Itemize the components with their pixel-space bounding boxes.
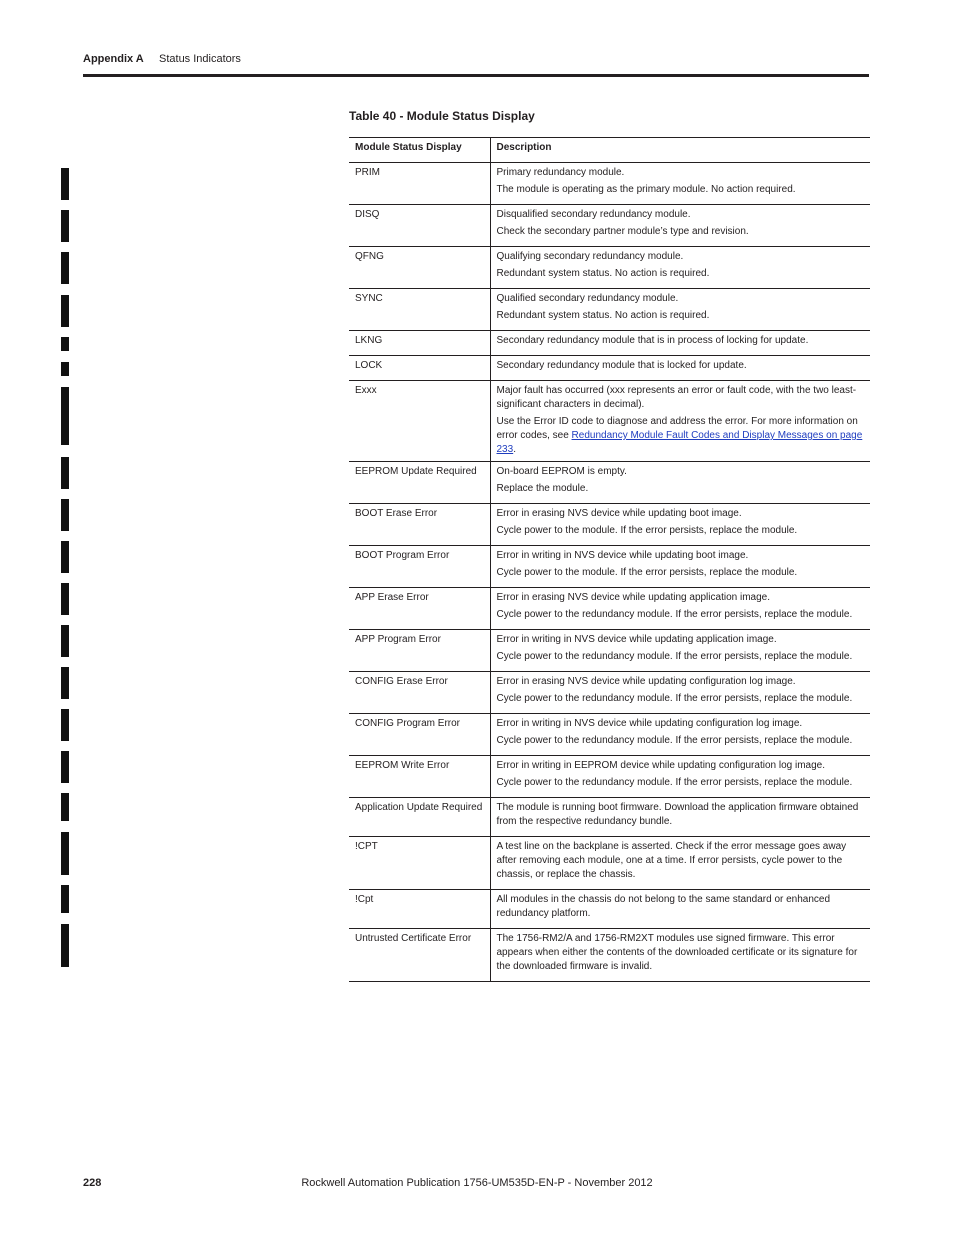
- status-code: APP Program Error: [349, 630, 490, 672]
- status-description: The 1756-RM2/A and 1756-RM2XT modules use signed firmware. This error appears when either the contents of the downloaded certificate or its signature for the downloaded firmware is invalid.: [490, 929, 870, 982]
- status-code: DISQ: [349, 205, 490, 247]
- status-description: Error in erasing NVS device while updating application image. Cycle power to the redundancy module. If the error persists, replace the module.: [490, 588, 870, 630]
- status-description: Primary redundancy module. The module is operating as the primary module. No action required.: [490, 163, 870, 205]
- status-description: Error in writing in NVS device while updating application image. Cycle power to the redundancy module. If the error persists, replace the module.: [490, 630, 870, 672]
- table-row: [349, 381, 870, 462]
- table-row: [349, 890, 870, 929]
- change-bar: [61, 337, 69, 351]
- status-description: Disqualified secondary redundancy module. Check the secondary partner module’s type and revision.: [490, 205, 870, 247]
- change-bar: [61, 793, 69, 821]
- status-code: Untrusted Certificate Error: [349, 929, 490, 982]
- change-bar: [61, 832, 69, 875]
- status-description: The module is running boot firmware. Download the application firmware obtained from the respective redundancy bundle.: [490, 798, 870, 837]
- change-bar: [61, 583, 69, 615]
- change-bar: [61, 885, 69, 913]
- status-description: All modules in the chassis do not belong to the same standard or enhanced redundancy platform.: [490, 890, 870, 929]
- table-row: [349, 798, 870, 837]
- publication-footer: Rockwell Automation Publication 1756-UM535D-EN-P - November 2012: [301, 1177, 653, 1189]
- table-row: [349, 289, 870, 331]
- status-description: Error in erasing NVS device while updating configuration log image. Cycle power to the redundancy module. If the error persists, replace the module.: [490, 672, 870, 714]
- module-status-table: [349, 137, 870, 982]
- status-code: CONFIG Erase Error: [349, 672, 490, 714]
- table-row: [349, 714, 870, 756]
- status-code: BOOT Program Error: [349, 546, 490, 588]
- table-row: [349, 929, 870, 982]
- change-bar: [61, 362, 69, 376]
- status-code: BOOT Erase Error: [349, 504, 490, 546]
- status-description: Qualifying secondary redundancy module. Redundant system status. No action is required.: [490, 247, 870, 289]
- header-chapter: Status Indicators: [159, 53, 241, 65]
- status-description: Major fault has occurred (xxx represents an error or fault code, with the two least-significant characters in decimal). Use the Error ID code to diagnose and address the error. For more information on error codes, see Redundancy Module Fault Codes and Display Messages on page 233.: [490, 381, 870, 462]
- status-code: CONFIG Program Error: [349, 714, 490, 756]
- table-row: [349, 462, 870, 504]
- status-code: EEPROM Update Required: [349, 462, 490, 504]
- status-code: APP Erase Error: [349, 588, 490, 630]
- change-bar: [61, 667, 69, 699]
- change-bar: [61, 751, 69, 783]
- status-code: Exxx: [349, 381, 490, 462]
- status-description: Error in writing in EEPROM device while updating configuration log image. Cycle power to the redundancy module. If the error persists, replace the module.: [490, 756, 870, 798]
- status-description: Qualified secondary redundancy module. Redundant system status. No action is required.: [490, 289, 870, 331]
- status-code: Application Update Required: [349, 798, 490, 837]
- status-description: Error in writing in NVS device while updating boot image. Cycle power to the module. If the error persists, replace the module.: [490, 546, 870, 588]
- status-code: !CPT: [349, 837, 490, 890]
- change-bar: [61, 295, 69, 327]
- header-section: Appendix A: [83, 53, 144, 65]
- running-header: [83, 53, 241, 65]
- column-header-description: Description: [490, 138, 870, 163]
- status-code: !Cpt: [349, 890, 490, 929]
- status-description: Error in erasing NVS device while updating boot image. Cycle power to the module. If the error persists, replace the module.: [490, 504, 870, 546]
- table-row: [349, 546, 870, 588]
- status-code: EEPROM Write Error: [349, 756, 490, 798]
- table-row: [349, 756, 870, 798]
- table-header-row: [349, 138, 870, 163]
- table-row: [349, 672, 870, 714]
- table-row: [349, 163, 870, 205]
- status-code: LKNG: [349, 331, 490, 356]
- header-rule: [83, 74, 869, 77]
- table-row: [349, 247, 870, 289]
- status-description: Secondary redundancy module that is locked for update.: [490, 356, 870, 381]
- status-description: Secondary redundancy module that is in process of locking for update.: [490, 331, 870, 356]
- status-code: LOCK: [349, 356, 490, 381]
- status-description: A test line on the backplane is asserted. Check if the error message goes away after removing each module, one at a time. If error persists, cycle power to the chassis, or replace the chassis.: [490, 837, 870, 890]
- table-row: [349, 837, 870, 890]
- column-header-status: Module Status Display: [349, 138, 490, 163]
- table-row: [349, 331, 870, 356]
- status-code: SYNC: [349, 289, 490, 331]
- table-row: [349, 205, 870, 247]
- status-description: On-board EEPROM is empty. Replace the module.: [490, 462, 870, 504]
- change-bar: [61, 709, 69, 741]
- change-bar: [61, 924, 69, 967]
- change-bar: [61, 625, 69, 657]
- table-row: [349, 356, 870, 381]
- table-row: [349, 588, 870, 630]
- table-row: [349, 504, 870, 546]
- change-bar: [61, 168, 69, 200]
- table-title: Table 40 - Module Status Display: [349, 109, 535, 123]
- table-row: [349, 630, 870, 672]
- page-number: 228: [83, 1177, 102, 1189]
- status-description: Error in writing in NVS device while updating configuration log image. Cycle power to the redundancy module. If the error persists, replace the module.: [490, 714, 870, 756]
- change-bar: [61, 252, 69, 284]
- status-code: QFNG: [349, 247, 490, 289]
- cross-reference-link[interactable]: Redundancy Module Fault Codes and Display Messages on page 233: [496, 430, 863, 455]
- change-bar: [61, 541, 69, 573]
- change-bar: [61, 457, 69, 489]
- change-bar: [61, 387, 69, 445]
- change-bar: [61, 499, 69, 531]
- status-code: PRIM: [349, 163, 490, 205]
- change-bar: [61, 210, 69, 242]
